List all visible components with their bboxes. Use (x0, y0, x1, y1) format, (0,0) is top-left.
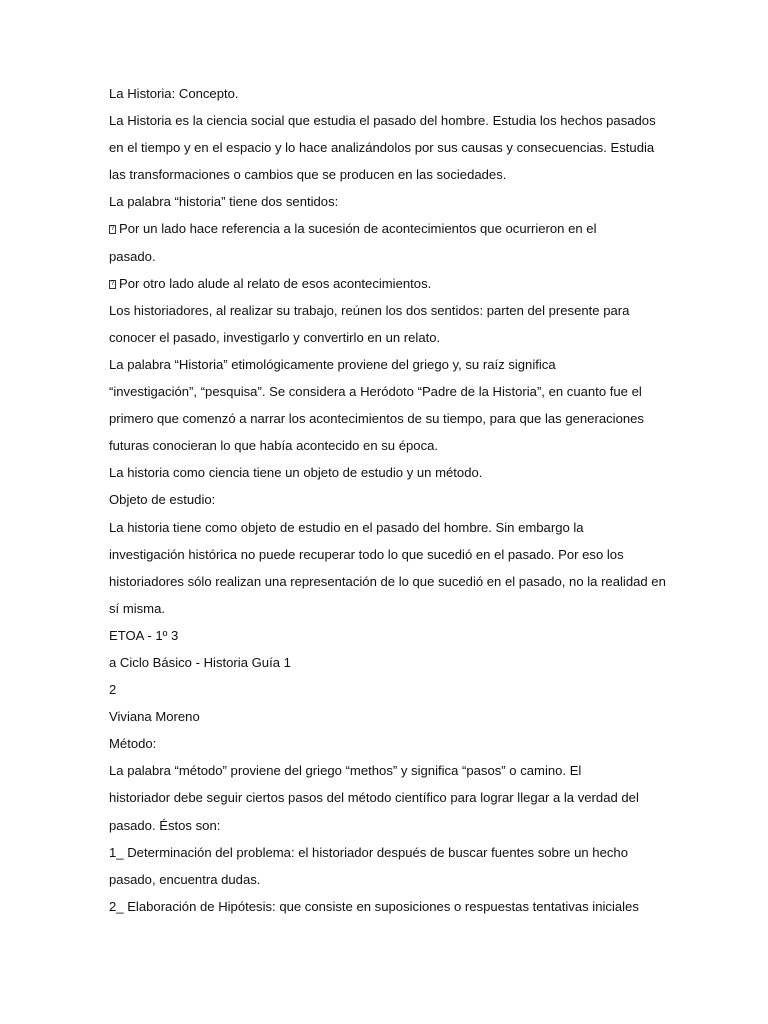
section-heading: Objeto de estudio: (109, 492, 216, 508)
missing-glyph-icon (109, 280, 116, 289)
paragraph-line: La palabra “Historia” etimológicamente proviene del griego y, su raíz significa (109, 356, 556, 372)
paragraph-line: futuras conocieran lo que había acontecido en su época. (109, 438, 439, 454)
paragraph-line: pasado. Éstos son: (109, 817, 221, 833)
bullet-line: ?Por otro lado alude al relato de esos acontecimientos. (109, 274, 669, 301)
paragraph-line: conocer el pasado, investigarlo y convertirlo en un relato. (109, 329, 441, 345)
header-course-line: a Ciclo Básico - Historia Guía 1 (109, 654, 291, 670)
paragraph-line: historiador debe seguir ciertos pasos del método científico para lograr llegar a la verdad del (109, 790, 639, 806)
paragraph-line: las transformaciones o cambios que se producen en las sociedades. (109, 167, 507, 183)
page-number: 2 (109, 682, 117, 698)
paragraph-line: “investigación”, “pesquisa”. Se considera a Heródoto “Padre de la Historia”, en cuanto fue el (109, 384, 642, 400)
paragraph-line: investigación histórica no puede recuperar todo lo que sucedió en el pasado. Por eso los (109, 546, 624, 562)
paragraph-line: La palabra “historia” tiene dos sentidos: (109, 194, 339, 210)
paragraph-line: Los historiadores, al realizar su trabajo, reúnen los dos sentidos: parten del presente para (109, 302, 630, 318)
missing-glyph-icon (109, 225, 116, 234)
header-school-line: ETOA - 1º 3 (109, 627, 179, 643)
paragraph-line: La historia como ciencia tiene un objeto de estudio y un método. (109, 465, 483, 481)
list-item-line: 1_ Determinación del problema: el historiador después de buscar fuentes sobre un hecho (109, 844, 628, 860)
list-item-line: 2_ Elaboración de Hipótesis: que consiste en suposiciones o respuestas tentativas iniciales (109, 898, 639, 914)
document-page (109, 84, 669, 924)
paragraph-line: primero que comenzó a narrar los acontecimientos de su tiempo, para que las generaciones (109, 411, 644, 427)
section-heading: Método: (109, 736, 157, 752)
bullet-line: ?Por un lado hace referencia a la sucesión de acontecimientos que ocurrieron en el (109, 219, 669, 246)
paragraph-line: pasado, encuentra dudas. (109, 871, 261, 887)
paragraph-line: La palabra “método” proviene del griego “methos” y significa “pasos” o camino. El (109, 763, 582, 779)
author-name: Viviana Moreno (109, 709, 200, 725)
doc-title: La Historia: Concepto. (109, 86, 239, 101)
paragraph-line: historiadores sólo realizan una representación de lo que sucedió en el pasado, no la realidad en (109, 573, 666, 589)
paragraph-line: pasado. (109, 248, 156, 264)
paragraph-line: en el tiempo y en el espacio y lo hace analizándolos por sus causas y consecuencias. Estudia (109, 140, 655, 156)
paragraph-line: La historia tiene como objeto de estudio en el pasado del hombre. Sin embargo la (109, 519, 584, 535)
paragraph-line: La Historia es la ciencia social que estudia el pasado del hombre. Estudia los hechos pasados (109, 113, 656, 129)
paragraph-line: sí misma. (109, 600, 166, 616)
